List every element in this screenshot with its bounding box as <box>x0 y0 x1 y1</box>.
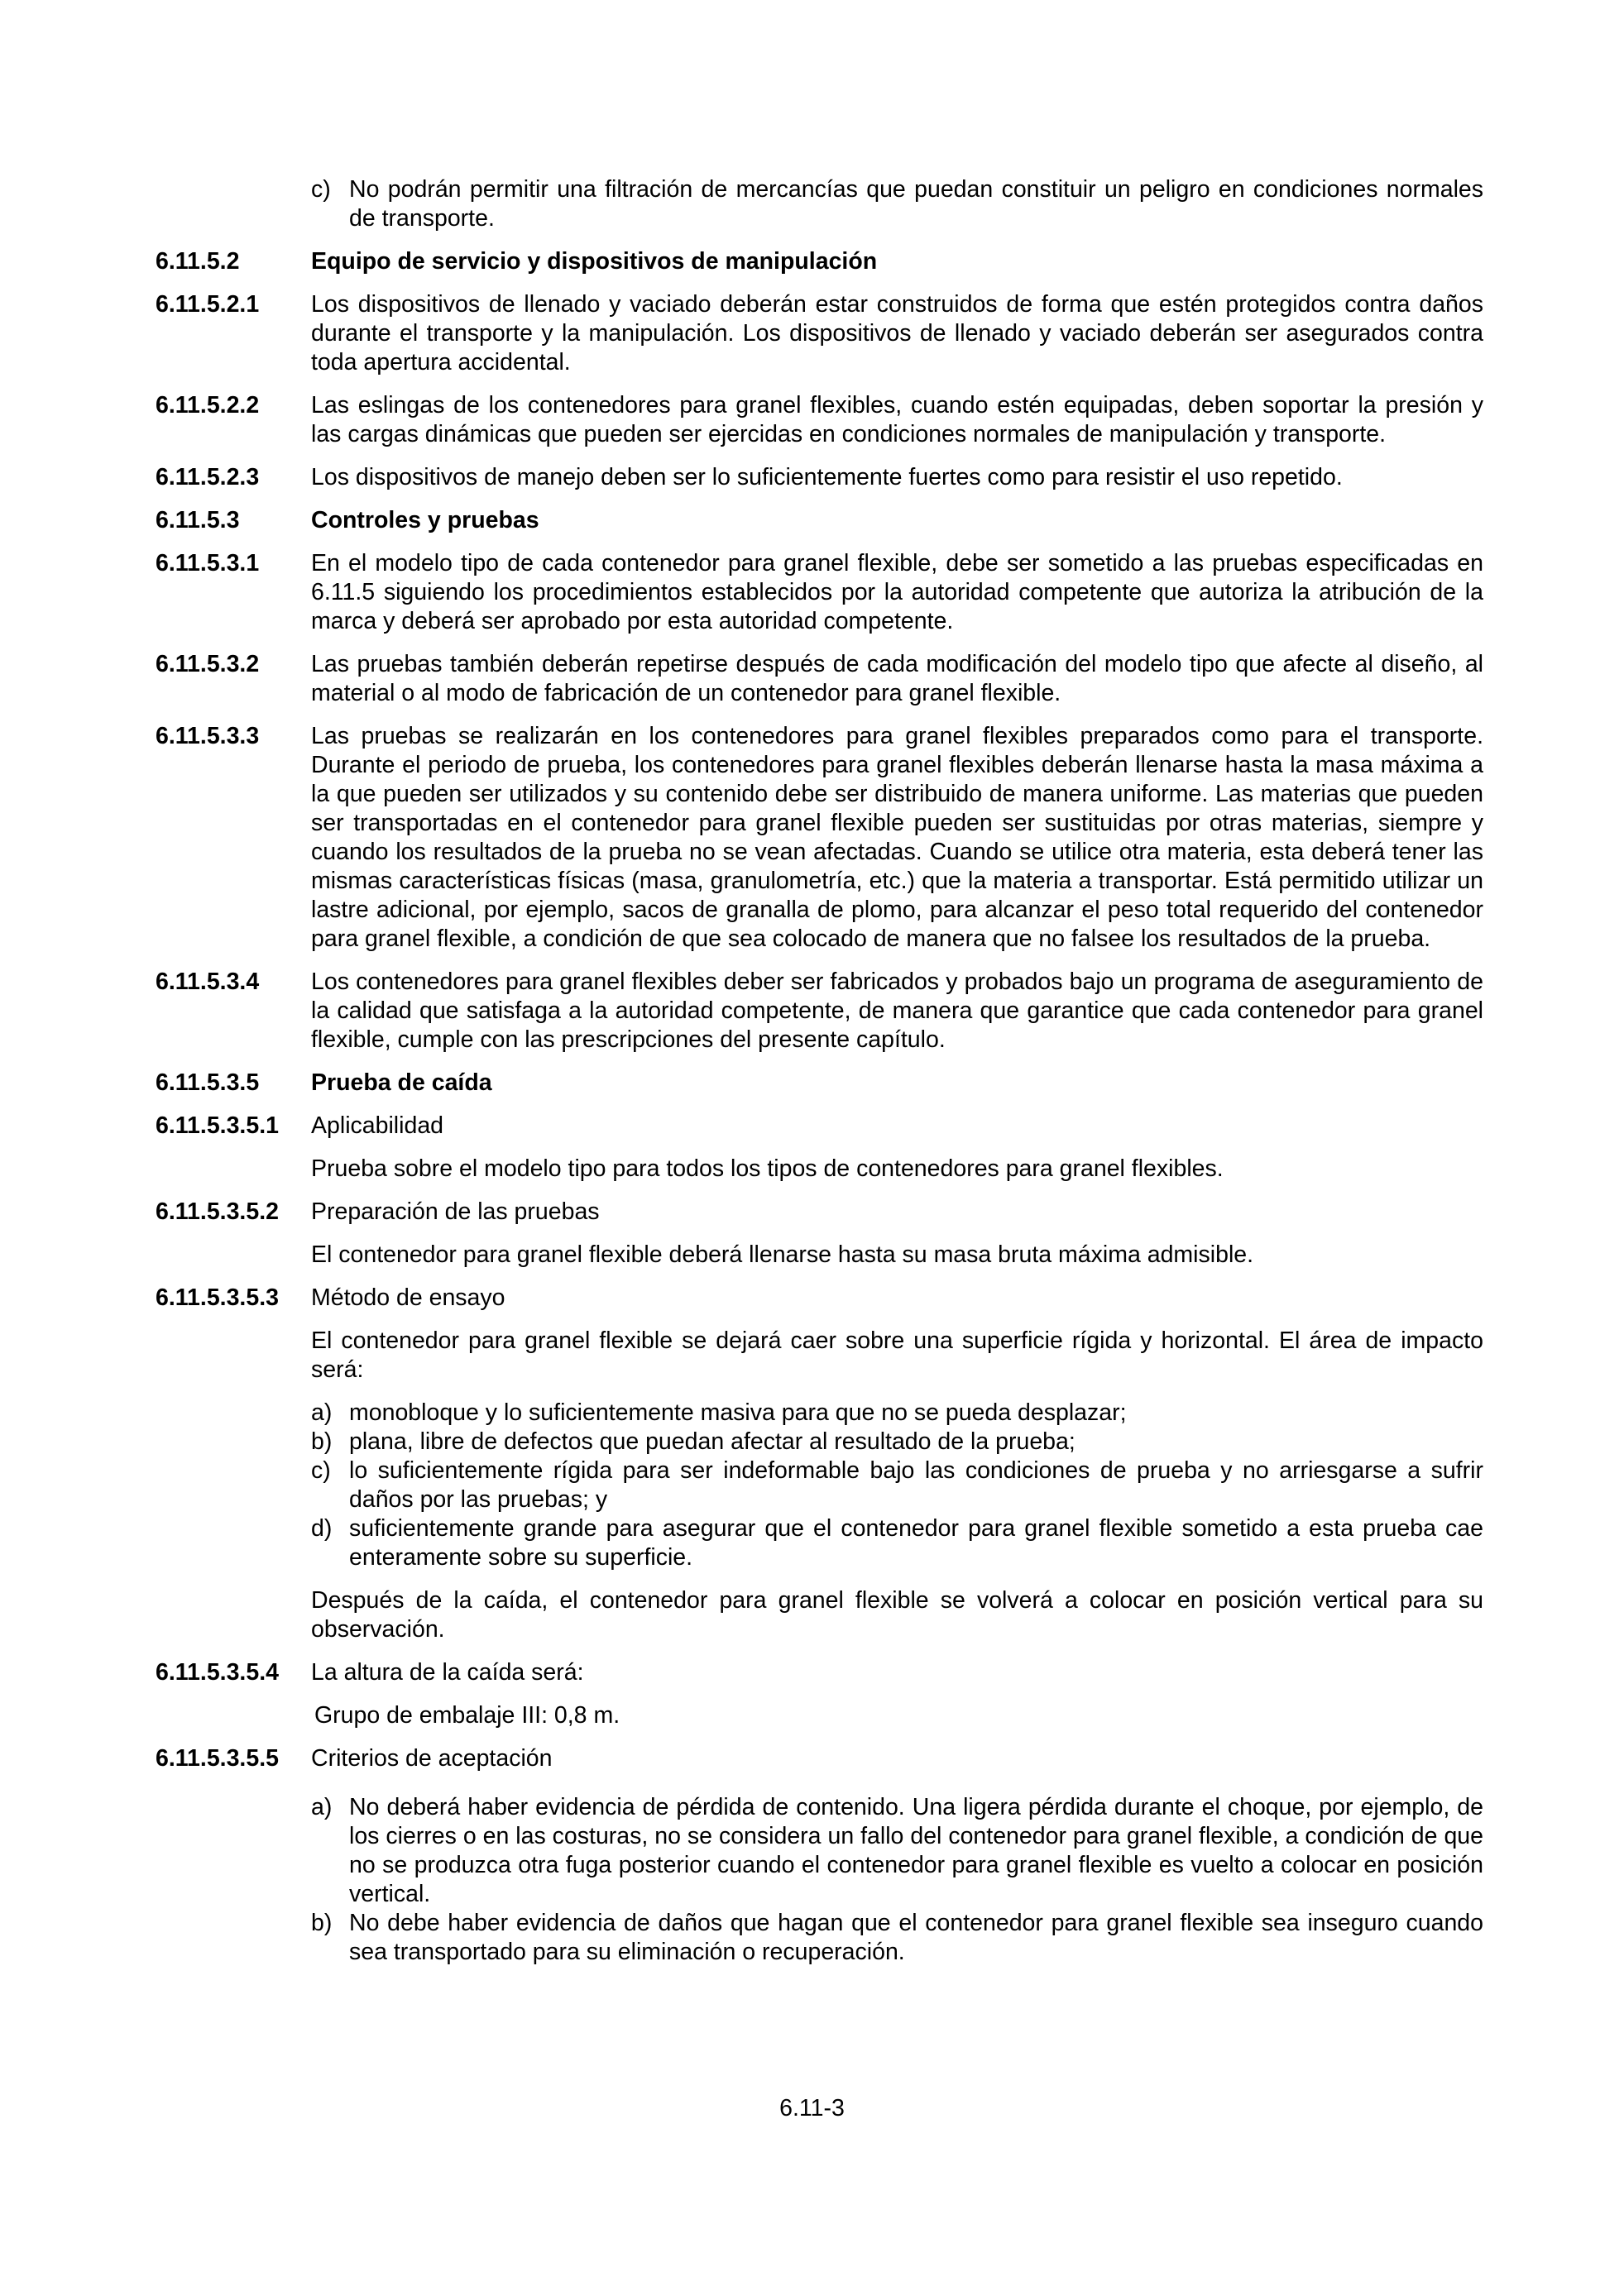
subsection-heading <box>156 1658 1483 1687</box>
subsection-heading <box>156 1744 1483 1773</box>
section-paragraph <box>156 290 1483 377</box>
section-text: Las pruebas se realizarán en los contenedores para granel flexibles preparados como para el transporte. Durante el periodo de prueba, los contenedores para granel flexibles deberán llenarse hasta la masa máxima a la que pueden ser utilizados y su contenido debe ser distribuido de manera uniforme. Las materias que pueden ser transportadas en el contenedor para granel flexible pueden ser sustituidas por otras materias, siempre y cuando los resultados de la prueba no se vean afectadas. Cuando se utilice otra materia, esta deberá tener las mismas características físicas (masa, granulometría, etc.) que la materia a transportar. Está permitido utilizar un lastre adicional, por ejemplo, sacos de granalla de plomo, para alcanzar el peso total requerido del contenedor para granel flexible, a condición de que sea colocado de manera que no falsee los resultados de la prueba. <box>311 723 1483 952</box>
list-text: lo suficientemente rígida para ser indeformable bajo las condiciones de prueba y no arriesgarse a sufrir daños por las pruebas; y <box>349 1457 1483 1513</box>
list-label: b) <box>311 1428 333 1455</box>
impact-area-list <box>311 1399 1483 1572</box>
list-item <box>311 1457 1483 1514</box>
section-number: 6.11.5.2.1 <box>156 291 260 318</box>
section-number: 6.11.5.3 <box>156 507 240 533</box>
subsection-heading <box>156 1284 1483 1313</box>
list-text: No deberá haber evidencia de pérdida de contenido. Una ligera pérdida durante el choque, por ejemplo, de los cierres o en las costuras, no se considera un fallo del contenedor para granel flexible, a condición de que no se produzca otra fuga posterior cuando el contenedor para granel flexible es vuelto a colocar en posición vertical. <box>349 1794 1483 1907</box>
section-text: Las pruebas también deberán repetirse después de cada modificación del modelo tipo que afecte al diseño, al material o al modo de fabricación de un contenedor para granel flexible. <box>311 651 1483 706</box>
section-number: 6.11.5.3.5 <box>156 1069 260 1096</box>
section-title: Prueba de caída <box>311 1069 492 1096</box>
section-paragraph <box>156 463 1483 492</box>
list-item <box>311 175 1483 233</box>
section-number: 6.11.5.3.5.4 <box>156 1659 279 1686</box>
section-number: 6.11.5.3.5.3 <box>156 1284 279 1311</box>
subsection-title: La altura de la caída será: <box>311 1659 584 1686</box>
section-text: Las eslingas de los contenedores para granel flexibles, cuando estén equipadas, deben soportar la presión y las cargas dinámicas que pueden ser ejercidas en condiciones normales de manipulación y transporte. <box>311 392 1483 447</box>
section-title: Equipo de servicio y dispositivos de manipulación <box>311 248 878 275</box>
section-heading <box>156 247 1483 276</box>
list-label: a) <box>311 1399 333 1426</box>
section-paragraph <box>156 391 1483 449</box>
list-label: b) <box>311 1910 333 1936</box>
list-text: monobloque y lo suficientemente masiva para que no se pueda desplazar; <box>349 1399 1127 1426</box>
paragraph: El contenedor para granel flexible se dejará caer sobre una superficie rígida y horizontal. El área de impacto será: <box>311 1327 1483 1383</box>
list-label: d) <box>311 1515 333 1542</box>
section-number: 6.11.5.3.5.1 <box>156 1112 279 1139</box>
paragraph: Grupo de embalaje III: 0,8 m. <box>314 1702 620 1729</box>
paragraph: El contenedor para granel flexible deberá llenarse hasta su masa bruta máxima admisible. <box>311 1241 1254 1268</box>
section-text: Los contenedores para granel flexibles deber ser fabricados y probados bajo un programa de aseguramiento de la calidad que satisfaga a la autoridad competente, de manera que garantice que cada contenedor para granel flexible, cumple con las prescripciones del presente capítulo. <box>311 969 1483 1053</box>
subsection-title: Criterios de aceptación <box>311 1745 553 1772</box>
list-item <box>311 1399 1483 1428</box>
section-paragraph <box>156 968 1483 1055</box>
section-number: 6.11.5.3.5.2 <box>156 1198 279 1225</box>
subsection-title: Método de ensayo <box>311 1284 505 1311</box>
list-label: a) <box>311 1794 333 1820</box>
section-paragraph <box>156 650 1483 708</box>
acceptance-criteria-list <box>311 1793 1483 1967</box>
list-label: c) <box>311 176 331 203</box>
list-label: c) <box>311 1457 331 1484</box>
list-item <box>311 1428 1483 1457</box>
section-paragraph <box>156 722 1483 954</box>
section-paragraph <box>156 549 1483 636</box>
section-heading <box>156 506 1483 535</box>
section-number: 6.11.5.3.5.5 <box>156 1745 279 1772</box>
section-number: 6.11.5.3.3 <box>156 723 260 749</box>
paragraph: Prueba sobre el modelo tipo para todos los tipos de contenedores para granel flexibles. <box>311 1155 1224 1182</box>
paragraph: Después de la caída, el contenedor para granel flexible se volverá a colocar en posición vertical para su observación. <box>311 1587 1483 1643</box>
list-text: No podrán permitir una filtración de mercancías que puedan constituir un peligro en condiciones normales de transporte. <box>349 176 1483 232</box>
document-page <box>156 175 1483 1981</box>
section-number: 6.11.5.2.2 <box>156 392 260 419</box>
subsection-title: Preparación de las pruebas <box>311 1198 600 1225</box>
subsection-heading <box>156 1198 1483 1227</box>
subsection-heading <box>156 1112 1483 1141</box>
section-number: 6.11.5.2 <box>156 248 240 275</box>
section-heading <box>156 1069 1483 1098</box>
section-text: Los dispositivos de manejo deben ser lo suficientemente fuertes como para resistir el uso repetido. <box>311 464 1343 490</box>
section-number: 6.11.5.3.1 <box>156 550 260 576</box>
list-item <box>311 1909 1483 1967</box>
top-list <box>311 175 1483 233</box>
section-title: Controles y pruebas <box>311 507 539 533</box>
section-text: En el modelo tipo de cada contenedor para granel flexible, debe ser sometido a las pruebas especificadas en 6.11.5 siguiendo los procedimientos establecidos por la autoridad competente que autoriza la atribución de la marca y deberá ser aprobado por esta autoridad competente. <box>311 550 1483 634</box>
section-text: Los dispositivos de llenado y vaciado deberán estar construidos de forma que estén protegidos contra daños durante el transporte y la manipulación. Los dispositivos de llenado y vaciado deberán ser asegurados contra toda apertura accidental. <box>311 291 1483 375</box>
list-text: plana, libre de defectos que puedan afectar al resultado de la prueba; <box>349 1428 1075 1455</box>
section-number: 6.11.5.3.4 <box>156 969 260 995</box>
list-item <box>311 1793 1483 1909</box>
list-item <box>311 1514 1483 1572</box>
list-text: No debe haber evidencia de daños que hagan que el contenedor para granel flexible sea inseguro cuando sea transportado para su eliminación o recuperación. <box>349 1910 1483 1965</box>
section-number: 6.11.5.2.3 <box>156 464 260 490</box>
section-number: 6.11.5.3.2 <box>156 651 260 677</box>
subsection-title: Aplicabilidad <box>311 1112 444 1139</box>
page-number: 6.11-3 <box>779 2095 845 2121</box>
list-text: suficientemente grande para asegurar que el contenedor para granel flexible sometido a esta prueba cae enteramente sobre su superficie. <box>349 1515 1483 1571</box>
